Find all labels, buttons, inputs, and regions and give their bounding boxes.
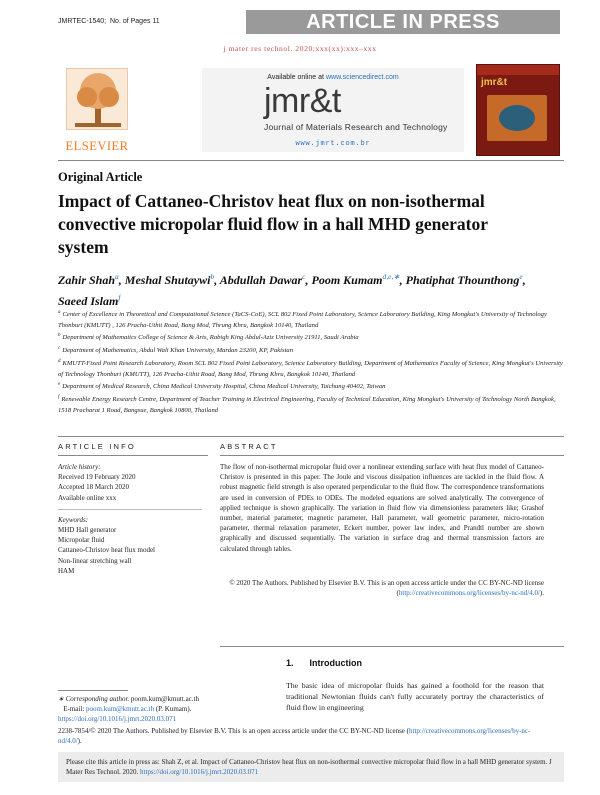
affiliation-text: Department of Mathematics College of Science & Arts, Rabigh King Abdul-Aziz University 21911, Saudi Arabia [62,334,359,342]
affiliation-label: c [58,346,61,352]
journal-logo: jmr&t [264,82,341,120]
affiliation-label: b [58,333,61,339]
license-link[interactable]: http://creativecommons.org/licenses/by-nc-nd/4.0/ [58,727,531,745]
author-name[interactable]: Zahir Shah [58,273,116,287]
page-count: No. of Pages 11 [110,18,160,25]
running-header [0,0,600,34]
keywords-label: Keywords: [58,515,89,524]
article-in-press-banner: ARTICLE IN PRESS [246,10,560,34]
article-info-heading: ARTICLE INFO [58,442,136,451]
publisher-name: ELSEVIER [65,139,129,153]
keyword: Cattaneo-Christov heat flux model [58,546,156,555]
journal-banner [58,64,564,156]
affiliation [58,380,564,393]
tree-icon [66,68,128,130]
author-list: Zahir Shah$^a$, Meshal Shutaywi$^b$, Abdullah Dawar$^c$, Poom Kumam$^{d,e,∗}$, Phatiphat Thounthong$^e$, Saeed Islam$^f$ [58,272,526,308]
affiliation-list [58,308,564,416]
sciencedirect-link[interactable]: www.sciencedirect.com [325,74,399,81]
divider [58,455,208,456]
online-date: Available online xxx [58,493,117,502]
journal-cover-image[interactable] [476,64,560,156]
journal-citation: j mater res technol. 2020;xxx(xx):xxx–xxx [223,44,377,53]
accepted-date: Accepted 18 March 2020 [58,483,129,492]
journal-url-link[interactable]: www.jmrt.com.br [295,140,371,148]
affiliation-marker[interactable]: f [118,293,121,302]
keyword: Micropolar fluid [58,536,105,545]
license-link[interactable]: http://creativecommons.org/licenses/by-nc-nd/4.0/ [398,589,540,598]
received-date: Received 19 February 2020 [58,473,136,482]
affiliation-marker[interactable]: a [115,272,119,281]
affiliation [58,357,564,380]
corresponding-footnote: ∗ Corresponding author. poom.kum@kmutt.ac.th E-mail: poom.kum@kmutt.ac.th (P. Kumam). https://doi.org/10.1016/j.jmrt.2020.03.071 [58,694,278,724]
affiliation [58,393,564,416]
email-link[interactable]: poom.kum@kmutt.ac.th [86,705,155,713]
author-name[interactable]: Abdullah Dawar [219,273,303,287]
article-title: Impact of Cattaneo-Christov heat flux on non-isothermal convective micropolar fluid flow in a hall MHD generator system [58,191,488,257]
affiliation-label: d [58,358,61,364]
section-heading [286,658,362,668]
divider [58,436,564,437]
affiliation-text: Renewable Energy Research Centre, Department of Teacher Training in Electrical Engineering, Faculty of Technical Education, King Mongkut's University of Technology North Bangkok, 1518 Pracharat 1 Road, Bangsue, Bangkok 10800, Thailand [58,396,556,414]
keyword: Non-linear stretching wall [58,556,132,565]
divider [58,160,564,161]
journal-page-info [58,18,160,25]
divider [220,455,564,456]
affiliation-label: e [58,382,61,388]
affiliation-marker[interactable]: d,e,∗ [382,272,400,281]
cite-doi-link[interactable]: https://doi.org/10.1016/j.jmrt.2020.03.071 [140,768,259,776]
affiliation [58,344,564,357]
doi-link[interactable]: https://doi.org/10.1016/j.jmrt.2020.03.071 [58,715,177,723]
affiliation-label: a [58,310,61,315]
introduction-text: The basic idea of micropolar fluids has gained a foothold for the reason that traditional Newtonian fluids can't fully accurately portray the characteristics of fluid flow in engineering [286,681,544,713]
section-number: 1. [286,658,294,668]
author-name[interactable]: Saeed Islam [58,294,119,308]
cover-title: jmr&t [481,77,508,88]
affiliation-label: f [58,395,60,401]
keyword: MHD Hall generator [58,526,117,535]
divider [58,509,202,510]
issn-footnote: 2238-7854/© 2020 The Authors. Published by Elsevier B.V. This is an open access article under the CC BY-NC-ND license (http://creativecommons.org/licenses/by-nc-nd/4.0/). [58,727,531,745]
article-info [58,462,208,576]
available-online: Available online at www.sciencedirect.com [267,74,399,81]
divider [220,646,564,647]
abstract-heading: ABSTRACT [220,442,278,451]
affiliation-text: Department of Medical Research, China Medical University Hospital, China Medical University, Taichung 40402, Taiwan [62,383,386,391]
author-name[interactable]: Phatiphat Thounthong [405,273,520,287]
history-label: Article history: [58,463,101,471]
journal-title-box [202,68,464,152]
cite-text: Please cite this article in press as: Shah Z, et al. Impact of Cattaneo-Christov heat flux on non-isothermal convective micropolar fluid flow in a hall MHD generator system. J Mater Res Technol. 2020. [66,758,552,776]
keyword: HAM [58,566,75,575]
affiliation-text: Department of Mathematics, Abdul Wali Khan University, Mardan 23200, KP, Pakistan [62,347,294,355]
affiliation-text: KMUTT-Fixed Point Research Laboratory, Room SCL 802 Fixed Point Laboratory, Science Laboratory Building, Department of Mathematics Faculty of Science, King Mongkut's University of Technology Thonburi (KMUTT), 126 Pracha-Uthit Road, Bang Mod, Thrung Khru, Bangkok 10140, Thailand [58,360,563,378]
journal-id: JMRTEC-1540; [58,18,107,25]
elsevier-logo[interactable] [58,64,136,156]
cite-this-article-box [58,752,564,782]
affiliation [58,331,564,344]
affiliation-marker[interactable]: b [210,272,215,281]
author-name[interactable]: Poom Kumam [311,273,383,287]
abstract-text: The flow of non-isothermal micropolar fluid over a nonlinear extending surface with heat flux model of Cattaneo-Christov is presented in this paper. The Joule and viscous dissipation influences are tackled in the fluid flow. A robust magnetic field strength is also operated perpendicular to the fluid flow. The correspondence transformations are used in conversion of PDEs to ODEs. The modeled equations are solved analytically. The convergence of applied technique is shown graphically. The variation in fluid flow via dimensionless parameters like; Grashof number, material parameter, magnetic parameter, Hall parameter, wall geometric parameter, micro-rotation parameter, thermal relaxation parameter, Eckert number, power law index, and Prandtl number are shown graphically and discussed sequentially. The variation in surface drag and thermal transmission factors are calculated through tables. [220,463,544,553]
section-title: Introduction [309,658,363,668]
footnote-divider [58,690,128,691]
abstract-copyright: © 2020 The Authors. Published by Elsevier B.V. This is an open access article under the CC BY-NC-ND license (http://creativecommons.org/licenses/by-nc-nd/4.0/). [229,579,544,598]
article-type: Original Article [58,170,143,184]
affiliation-marker[interactable]: e [519,272,523,281]
affiliation-marker[interactable]: c [302,272,306,281]
affiliation [58,308,564,331]
author-name[interactable]: Meshal Shutaywi [124,273,211,287]
affiliation-text: Center of Excellence in Theoretical and Computational Science (TaCS-CoE), SCL 802 Fixed Point Laboratory, Science Laboratory Building, King Mongkut's University of Technology Thonburi (KMUTT) , 126 Pracha-Uthit Road, Bang Mod, Thrung Khru, Bangkok 10140, Thailand [58,311,547,329]
journal-full-name: Journal of Materials Research and Technology [264,122,448,132]
